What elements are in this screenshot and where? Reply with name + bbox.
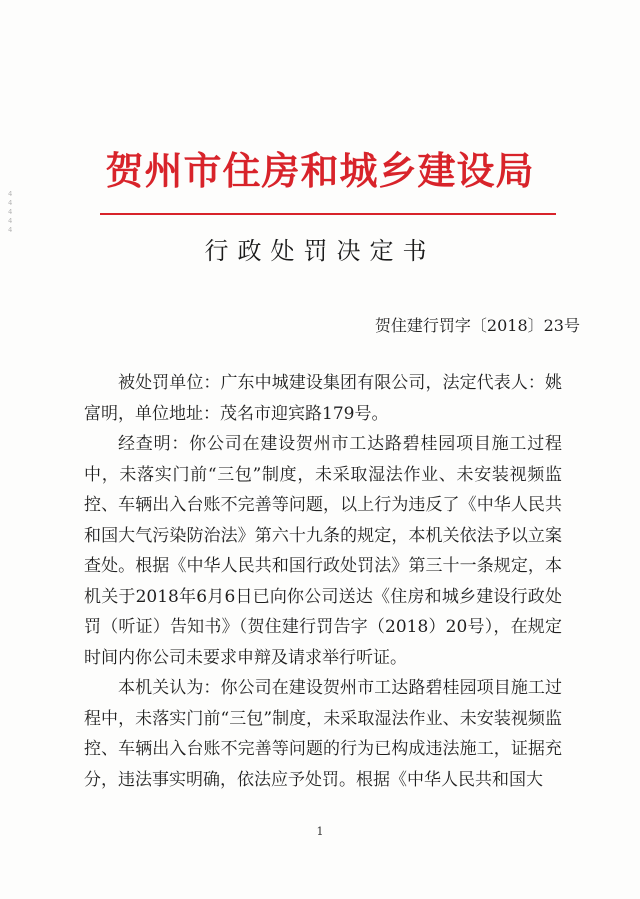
red-divider-line [100, 213, 556, 215]
organization-title: 贺州市住房和城乡建设局 [105, 148, 535, 193]
binding-margin-marks: 4 4 4 4 4 [8, 190, 13, 234]
paragraph-penalized-party: 被处罚单位：广东中城建设集团有限公司，法定代表人：姚富明，单位地址：茂名市迎宾路179号。 [84, 373, 562, 424]
document-title: 行政处罚决定书 [204, 237, 436, 265]
page-number: 1 [316, 825, 324, 838]
paragraph-determination: 本机关认为：你公司在建设贺州市工达路碧桂园项目施工过程中，未落实门前“三包”制度，未采取湿法作业、未安装视频监控、车辆出入台账不完善等问题的行为已构成违法施工，证据充分，违法事实明确，依法应予处罚。根据《中华人民共和国大 [84, 678, 562, 790]
document-number: 贺住建行罚字〔2018〕23号 [374, 316, 580, 335]
document-body [84, 368, 562, 795]
paragraph-findings: 经查明：你公司在建设贺州市工达路碧桂园项目施工过程中，未落实门前“三包”制度，未采取湿法作业、未安装视频监控、车辆出入台账不完善等问题，以上行为违反了《中华人民共和国大气污染防治法》第六十九条的规定，本机关依法予以立案查处。根据《中华人民共和国行政处罚法》第三十一条规定，本机关于2018年6月6日已向你公司送达《住房和城乡建设行政处罚（听证）告知书》（贺住建行罚告字（2018）20号），在规定时间内你公司未要求申辩及请求举行听证。 [84, 434, 562, 668]
